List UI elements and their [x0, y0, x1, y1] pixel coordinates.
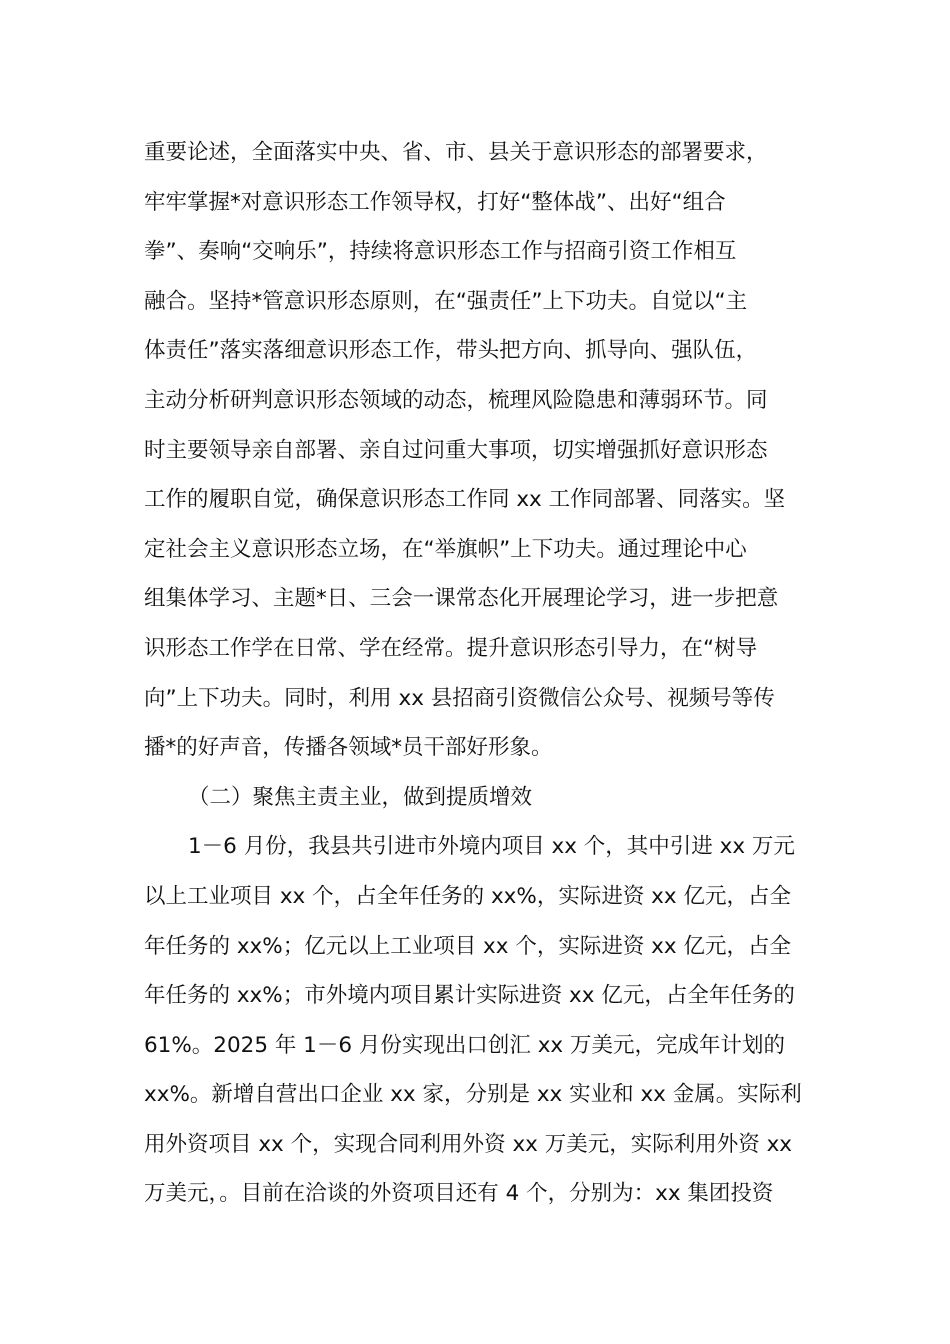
text-line: 时主要领导亲自部署、亲自过问重大事项，切实增强抓好意识形态 [144, 437, 768, 463]
text-line: 年任务的 xx%；亿元以上工业项目 xx 个，实际进资 xx 亿元，占全 [144, 933, 791, 959]
text-line: 向”上下功夫。同时，利用 xx 县招商引资微信公众号、视频号等传 [144, 685, 775, 711]
text-line: 主动分析研判意识形态领域的动态，梳理风险隐患和薄弱环节。同 [144, 387, 768, 413]
text-line: 重要论述，全面落实中央、省、市、县关于意识形态的部署要求， [144, 140, 768, 165]
text-line: xx%。新增自营出口企业 xx 家，分别是 xx 实业和 xx 金属。实际利 [144, 1082, 802, 1108]
text-line: 万美元，。目前在洽谈的外资项目还有 4 个，分别为：xx 集团投资 [144, 1181, 774, 1207]
text-line: 体责任”落实落细意识形态工作，带头把方向、抓导向、强队伍， [144, 338, 758, 364]
text-line: 组集体学习、主题*日、三会一课常态化开展理论学习，进一步把意 [144, 586, 779, 612]
text-line: 牢牢掌握*对意识形态工作领导权，打好“整体战”、出好“组合 [144, 189, 726, 215]
document-body [144, 128, 814, 1219]
text-line: 识形态工作学在日常、学在经常。提升意识形态引导力，在“树导 [144, 635, 758, 661]
text-line: 用外资项目 xx 个，实现合同利用外资 xx 万美元，实际利用外资 xx [144, 1131, 793, 1157]
text-line: 61%。2025 年 1－6 月份实现出口创汇 xx 万美元，完成年计划的 [144, 1032, 785, 1058]
text-line: 融合。坚持*管意识形态原则，在“强责任”上下功夫。自觉以“主 [144, 288, 748, 314]
text-line: 以上工业项目 xx 个，占全年任务的 xx%，实际进资 xx 亿元，占全 [144, 883, 791, 909]
text-line: 定社会主义意识形态立场，在“举旗帜”上下功夫。通过理论中心 [144, 536, 747, 562]
paragraph-first-line: 1－6 月份，我县共引进市外境内项目 xx 个，其中引进 xx 万元 [188, 834, 795, 860]
text-line: 播*的好声音，传播各领域*员干部好形象。 [144, 735, 553, 761]
text-line: 拳”、奏响“交响乐”，持续将意识形态工作与招商引资工作相互 [144, 239, 737, 265]
text-line: 工作的履职自觉，确保意识形态工作同 xx 工作同部署、同落实。坚 [144, 487, 786, 513]
section-heading: （二）聚焦主责主业，做到提质增效 [188, 784, 533, 810]
text-line: 年任务的 xx%；市外境内项目累计实际进资 xx 亿元，占全年任务的 [144, 983, 795, 1009]
